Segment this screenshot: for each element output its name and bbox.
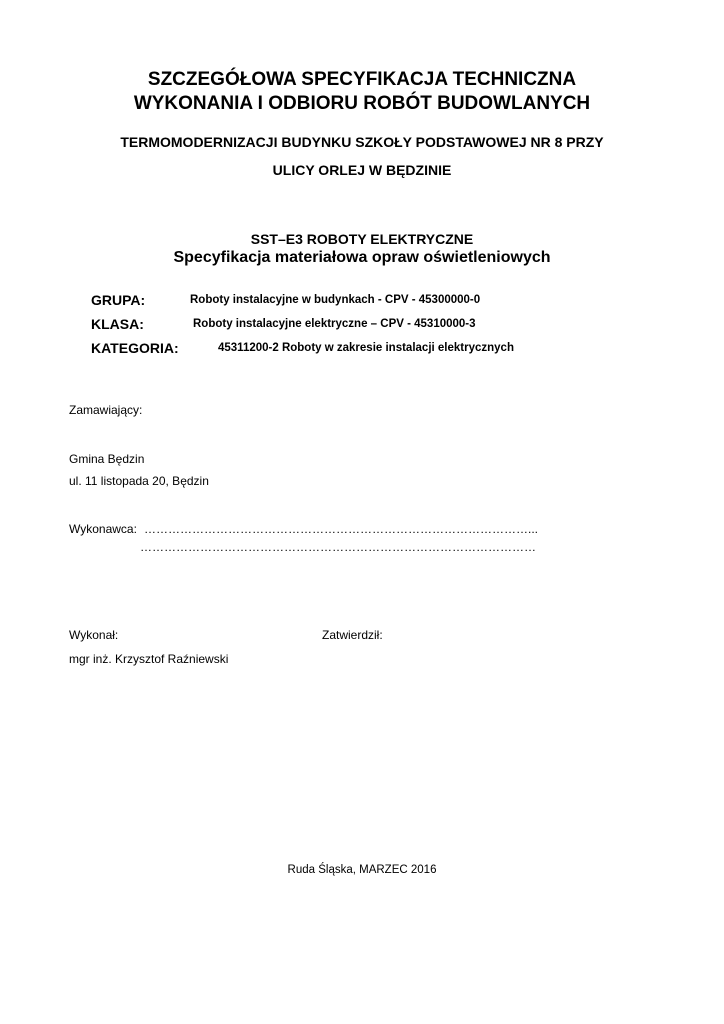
category-label: KATEGORIA: xyxy=(91,340,179,356)
prepared-by-name: mgr inż. Krzysztof Raźniewski xyxy=(69,652,229,666)
prepared-by-label: Wykonał: xyxy=(69,628,119,642)
approved-by-label: Zatwierdził: xyxy=(322,628,383,642)
document-title-line1: SZCZEGÓŁOWA SPECYFIKACJA TECHNICZNA xyxy=(147,69,577,90)
class-label: KLASA: xyxy=(91,316,144,332)
place-and-date: Ruda Śląska, MARZEC 2016 xyxy=(287,864,437,876)
client-name: Gmina Będzin xyxy=(69,452,145,466)
category-value: 45311200-2 Roboty w zakresie instalacji elektrycznych xyxy=(218,342,514,354)
group-value: Roboty instalacyjne w budynkach - CPV - 45300000-0 xyxy=(190,294,481,306)
contractor-label: Wykonawca: xyxy=(69,522,137,536)
class-value: Roboty instalacyjne elektryczne – CPV - 45310000-3 xyxy=(193,318,476,330)
section-name: Specyfikacja materiałowa opraw oświetleniowych xyxy=(173,249,551,266)
document-title-line2: WYKONANIA I ODBIORU ROBÓT BUDOWLANYCH xyxy=(133,93,591,114)
client-address: ul. 11 listopada 20, Będzin xyxy=(69,474,209,488)
project-title-line2: ULICY ORLEJ W BĘDZINIE xyxy=(272,162,452,178)
client-label: Zamawiający: xyxy=(69,403,143,417)
group-label: GRUPA: xyxy=(91,292,146,308)
contractor-line1: ……………………………………………………………………………………... xyxy=(144,522,539,536)
project-title-line1: TERMOMODERNIZACJI BUDYNKU SZKOŁY PODSTAWOWEJ NR 8 PRZY xyxy=(120,134,604,150)
contractor-line2: ……………………………………………………………………………………… xyxy=(140,540,536,554)
section-code: SST–E3 ROBOTY ELEKTRYCZNE xyxy=(250,231,474,247)
